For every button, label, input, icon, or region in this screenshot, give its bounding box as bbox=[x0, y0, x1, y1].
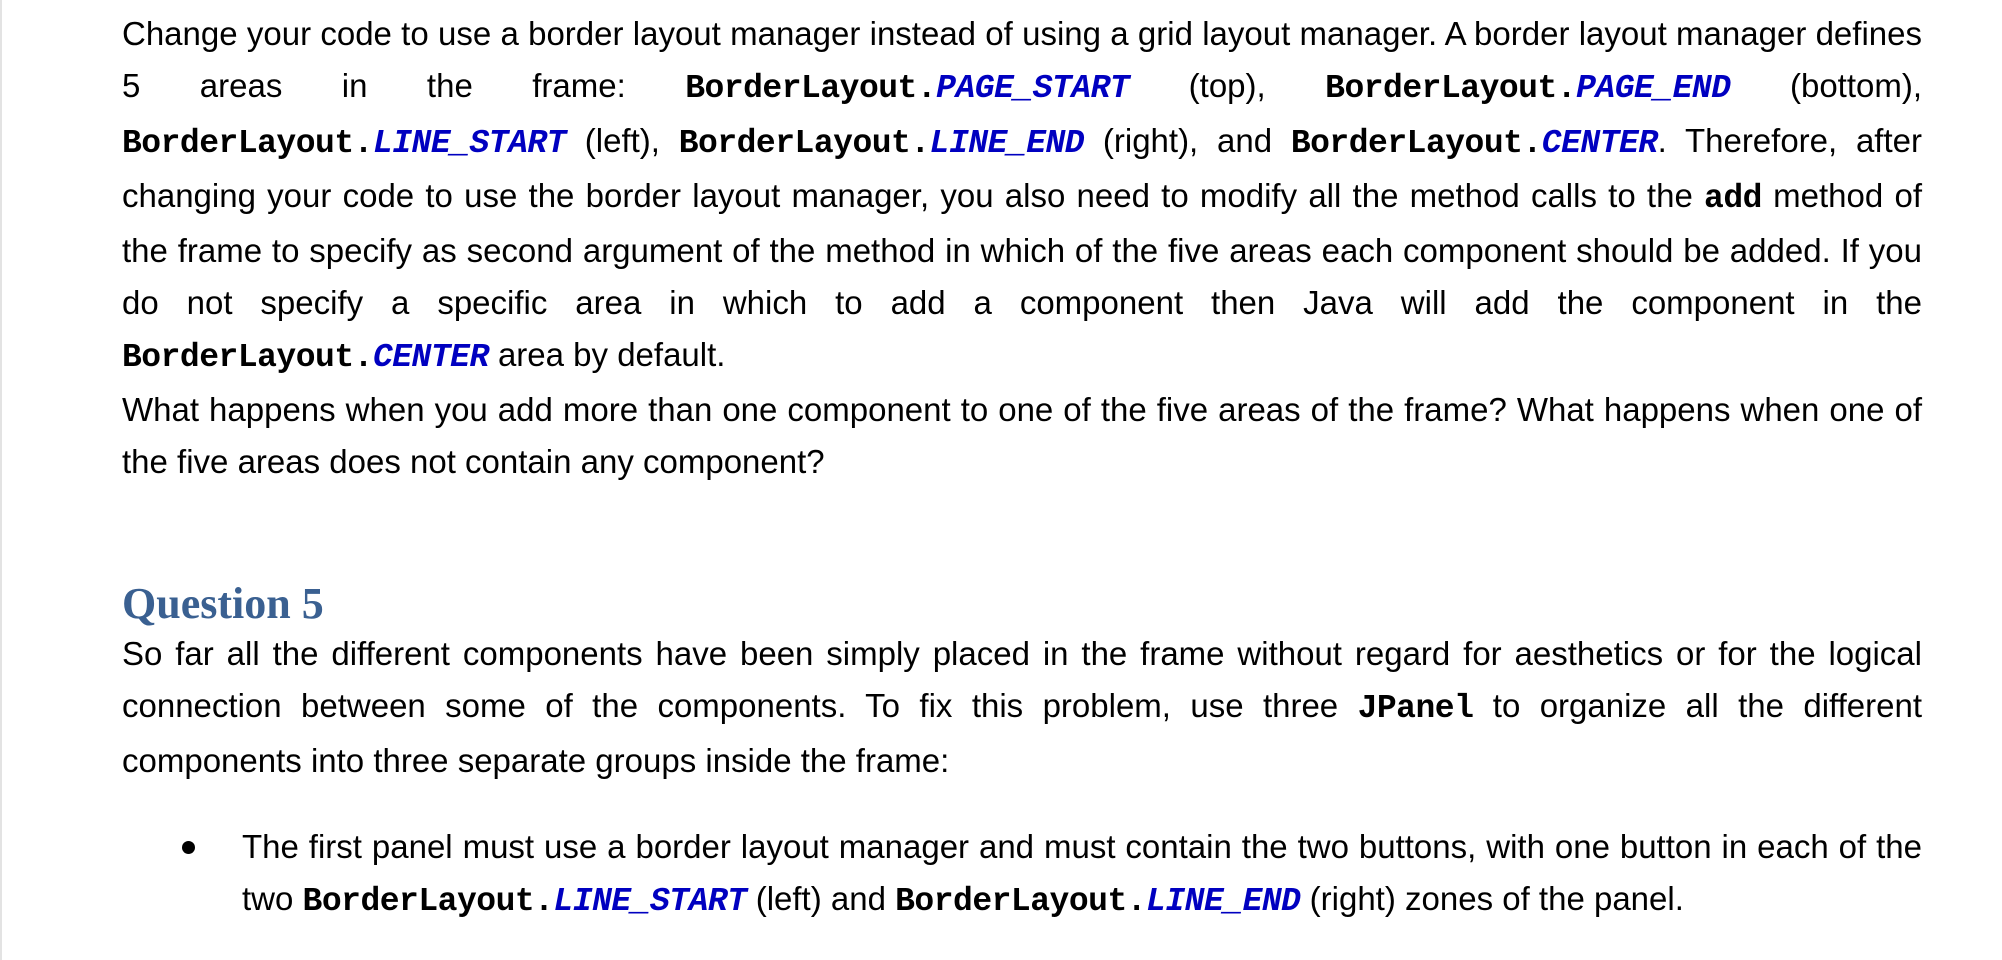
section-heading-question-5: Question 5 bbox=[122, 579, 324, 628]
text-run: (top), bbox=[1129, 67, 1326, 104]
text-run: (left) and bbox=[746, 880, 896, 917]
paragraph-questions: What happens when you add more than one component to one of the five areas of the frame? What happens when one of the five areas does not contain any component? bbox=[122, 391, 1922, 480]
text-run: (bottom), bbox=[1730, 67, 1923, 104]
code-constant: LINE_START bbox=[372, 125, 566, 162]
code-method-name: add bbox=[1704, 180, 1762, 217]
list-item bbox=[122, 821, 1922, 928]
paragraph-border-layout bbox=[122, 8, 1922, 384]
code-constant: CENTER bbox=[372, 339, 489, 376]
list-item-text bbox=[242, 821, 1922, 928]
code-constant: PAGE_START bbox=[936, 70, 1130, 107]
code-constant: LINE_END bbox=[929, 125, 1085, 162]
text-run: method of the frame to specify as second argument of the method in which of the five areas each component should be added. If you do not specify a specific area in which to add a component then Java will add the component in the bbox=[122, 177, 1922, 321]
text-run: to organize all the different components into three separate groups inside the frame: bbox=[122, 687, 1922, 779]
code-class-name: BorderLayout. bbox=[685, 70, 937, 107]
bullet-dot-icon bbox=[182, 841, 195, 854]
text-run: (right) zones of the panel. bbox=[1300, 880, 1684, 917]
text-run: (left), bbox=[566, 122, 679, 159]
code-constant: PAGE_END bbox=[1576, 70, 1731, 107]
code-constant: LINE_END bbox=[1146, 883, 1301, 920]
text-run: . Therefore, after changing your code to use the border layout manager, you also need to modify all the method calls to the bbox=[122, 122, 1922, 214]
code-class-name: BorderLayout. bbox=[302, 883, 554, 920]
code-class-name: BorderLayout. bbox=[895, 883, 1147, 920]
code-constant: LINE_START bbox=[553, 883, 747, 920]
paragraph-jpanel bbox=[122, 628, 1922, 787]
code-class-name: BorderLayout. bbox=[122, 125, 373, 162]
code-class-name: JPanel bbox=[1357, 690, 1474, 727]
document-page bbox=[122, 8, 1922, 928]
text-run: Change your code to use a border layout manager instead of using a grid layout manager. A border layout manager defines 5 areas in the frame: bbox=[122, 15, 1922, 104]
bullet-list bbox=[122, 821, 1922, 928]
code-class-name: BorderLayout. bbox=[122, 339, 373, 376]
text-run: (right), and bbox=[1084, 122, 1291, 159]
code-class-name: BorderLayout. bbox=[678, 125, 930, 162]
code-constant: CENTER bbox=[1541, 125, 1658, 162]
text-run: So far all the different components have been simply placed in the frame without regard for aesthetics or for the logical connection between some of the components. To fix this problem, use three bbox=[122, 635, 1922, 724]
code-class-name: BorderLayout. bbox=[1325, 70, 1577, 107]
code-class-name: BorderLayout. bbox=[1290, 125, 1542, 162]
page-left-edge bbox=[0, 0, 2, 960]
text-run: The first panel must use a border layout manager and must contain the two buttons, with one button in each of the two bbox=[242, 828, 1922, 917]
text-run: area by default. bbox=[488, 336, 726, 373]
